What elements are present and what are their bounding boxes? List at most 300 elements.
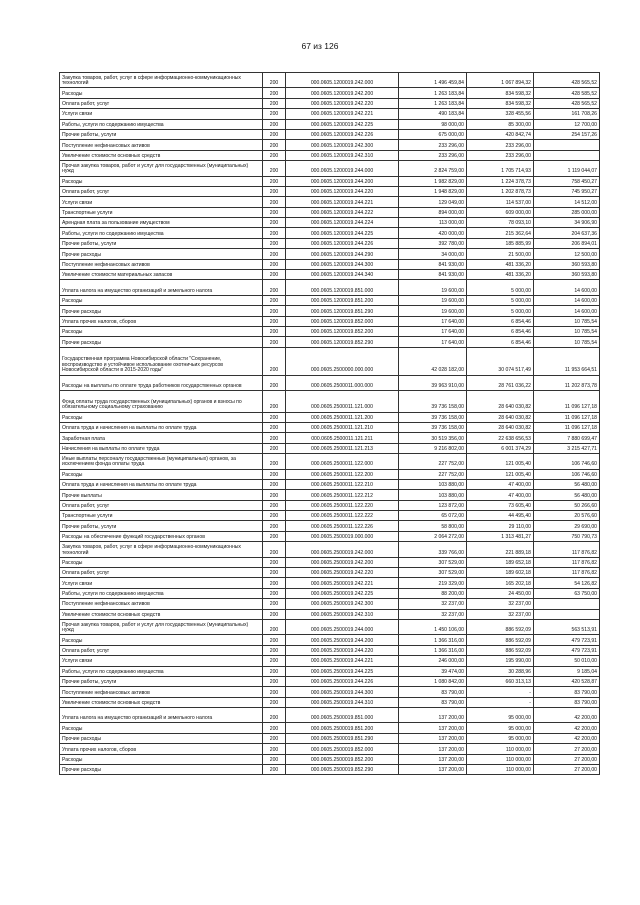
- row-exec-cell: -: [467, 687, 534, 697]
- row-kbk-cell: 000.0605.1200019.244.222: [286, 207, 399, 217]
- table-row: [60, 218, 600, 228]
- table-row: [60, 619, 600, 634]
- row-kbk-cell: 000.0605.2500019.242.200: [286, 557, 399, 567]
- row-plan-cell: 19 600,00: [399, 306, 467, 316]
- row-name-cell: Увеличение стоимости основных средств: [60, 697, 263, 707]
- budget-table: [59, 72, 600, 775]
- row-name-cell: Услуги связи: [60, 656, 263, 666]
- row-remainder-cell: 3 215 427,71: [534, 443, 600, 453]
- table-row: [60, 454, 600, 469]
- row-exec-cell: 233 296,00: [467, 140, 534, 150]
- row-code-cell: 200: [263, 511, 286, 521]
- row-exec-cell: 44 495,40: [467, 511, 534, 521]
- row-plan-cell: 137 200,00: [399, 744, 467, 754]
- row-code-cell: 200: [263, 150, 286, 160]
- table-row: [60, 433, 600, 443]
- row-exec-cell: 24 450,00: [467, 588, 534, 598]
- row-plan-cell: 490 183,84: [399, 109, 467, 119]
- row-code-cell: 200: [263, 754, 286, 764]
- row-name-cell: Прочие расходы: [60, 733, 263, 743]
- row-code-cell: 200: [263, 270, 286, 280]
- row-code-cell: 200: [263, 176, 286, 186]
- row-plan-cell: 34 000,00: [399, 249, 467, 259]
- row-remainder-cell: 56 480,00: [534, 479, 600, 489]
- row-remainder-cell: 745 950,27: [534, 186, 600, 196]
- row-name-cell: Прочие расходы: [60, 249, 263, 259]
- row-remainder-cell: 420 528,87: [534, 676, 600, 686]
- row-code-cell: 200: [263, 619, 286, 634]
- row-exec-cell: 47 400,00: [467, 479, 534, 489]
- row-code-cell: 200: [263, 542, 286, 557]
- row-code-cell: 200: [263, 412, 286, 422]
- row-remainder-cell: 20 576,60: [534, 511, 600, 521]
- row-remainder-cell: [534, 140, 600, 150]
- row-name-cell: Фонд оплаты труда государственных (муниципальных) органов и взносы по обязательному социальному страхованию: [60, 390, 263, 412]
- row-name-cell: Оплата работ, услуг: [60, 568, 263, 578]
- row-plan-cell: 1 496 459,84: [399, 73, 467, 88]
- row-name-cell: Работы, услуги по содержанию имущества: [60, 666, 263, 676]
- row-kbk-cell: 000.0605.1200019.244.300: [286, 259, 399, 269]
- row-plan-cell: 137 200,00: [399, 765, 467, 775]
- row-remainder-cell: 56 480,00: [534, 490, 600, 500]
- table-row: [60, 73, 600, 88]
- row-code-cell: 200: [263, 207, 286, 217]
- row-kbk-cell: 000.0605.2500011.122.200: [286, 469, 399, 479]
- row-exec-cell: 29 110,00: [467, 521, 534, 531]
- row-code-cell: 200: [263, 697, 286, 707]
- row-remainder-cell: 11 202 873,78: [534, 375, 600, 390]
- row-plan-cell: 307 529,00: [399, 568, 467, 578]
- row-kbk-cell: 000.0605.1200019.242.200: [286, 88, 399, 98]
- row-kbk-cell: 000.0605.1200019.242.220: [286, 98, 399, 108]
- table-row: [60, 98, 600, 108]
- row-kbk-cell: 000.0605.2500000.000.000: [286, 347, 399, 375]
- row-name-cell: Заработная плата: [60, 433, 263, 443]
- row-name-cell: Прочие работы, услуги: [60, 521, 263, 531]
- row-exec-cell: 1 202 878,73: [467, 186, 534, 196]
- row-plan-cell: 1 366 316,00: [399, 645, 467, 655]
- row-remainder-cell: 11 953 664,51: [534, 347, 600, 375]
- row-name-cell: Увеличение стоимости основных средств: [60, 609, 263, 619]
- row-code-cell: 200: [263, 326, 286, 336]
- row-plan-cell: 58 800,00: [399, 521, 467, 531]
- row-code-cell: 200: [263, 454, 286, 469]
- row-remainder-cell: 11 096 127,18: [534, 390, 600, 412]
- row-kbk-cell: 000.0605.1200019.244.000: [286, 161, 399, 176]
- row-kbk-cell: 000.0605.2500011.122.210: [286, 479, 399, 489]
- row-code-cell: 200: [263, 490, 286, 500]
- row-plan-cell: 83 790,00: [399, 687, 467, 697]
- row-name-cell: Прочие работы, услуги: [60, 676, 263, 686]
- row-exec-cell: 78 093,10: [467, 218, 534, 228]
- row-plan-cell: 137 200,00: [399, 754, 467, 764]
- row-name-cell: Уплата прочих налогов, сборов: [60, 744, 263, 754]
- row-plan-cell: 17 640,00: [399, 337, 467, 347]
- row-plan-cell: 98 000,00: [399, 119, 467, 129]
- row-remainder-cell: 428 565,52: [534, 73, 600, 88]
- row-plan-cell: 339 766,00: [399, 542, 467, 557]
- row-exec-cell: 189 602,18: [467, 568, 534, 578]
- table-row: [60, 609, 600, 619]
- row-remainder-cell: 106 746,60: [534, 454, 600, 469]
- row-exec-cell: 1 067 894,32: [467, 73, 534, 88]
- row-kbk-cell: 000.0605.2500019.242.220: [286, 568, 399, 578]
- row-plan-cell: 1 948 829,00: [399, 186, 467, 196]
- row-plan-cell: 39 736 158,00: [399, 390, 467, 412]
- row-code-cell: 200: [263, 129, 286, 139]
- row-code-cell: 200: [263, 500, 286, 510]
- row-kbk-cell: 000.0605.2500011.122.222: [286, 511, 399, 521]
- row-exec-cell: 95 000,00: [467, 723, 534, 733]
- row-exec-cell: 165 202,18: [467, 578, 534, 588]
- row-plan-cell: 137 200,00: [399, 733, 467, 743]
- row-kbk-cell: 000.0605.1200019.244.226: [286, 238, 399, 248]
- row-name-cell: Услуги связи: [60, 578, 263, 588]
- row-kbk-cell: 000.0605.2500011.121.213: [286, 443, 399, 453]
- row-remainder-cell: 83 790,00: [534, 687, 600, 697]
- row-code-cell: 200: [263, 656, 286, 666]
- row-plan-cell: 675 000,00: [399, 129, 467, 139]
- row-exec-cell: 328 455,56: [467, 109, 534, 119]
- row-plan-cell: 19 600,00: [399, 280, 467, 295]
- row-remainder-cell: 54 126,82: [534, 578, 600, 588]
- table-row: [60, 316, 600, 326]
- row-name-cell: Закупка товаров, работ, услуг в сфере информационно-коммуникационных технологий: [60, 73, 263, 88]
- row-exec-cell: 609 000,00: [467, 207, 534, 217]
- row-name-cell: Расходы: [60, 295, 263, 305]
- row-plan-cell: 841 930,00: [399, 259, 467, 269]
- table-row: [60, 687, 600, 697]
- row-remainder-cell: 428 565,52: [534, 98, 600, 108]
- row-exec-cell: 22 638 656,53: [467, 433, 534, 443]
- table-row: [60, 666, 600, 676]
- row-kbk-cell: 000.0605.2500019.852.000: [286, 744, 399, 754]
- row-remainder-cell: 360 593,80: [534, 270, 600, 280]
- table-row: [60, 270, 600, 280]
- row-code-cell: 200: [263, 249, 286, 259]
- row-plan-cell: 1 080 842,00: [399, 676, 467, 686]
- row-kbk-cell: 000.0605.1200019.852.200: [286, 326, 399, 336]
- table-row: [60, 129, 600, 139]
- row-name-cell: Расходы: [60, 754, 263, 764]
- table-row: [60, 469, 600, 479]
- row-plan-cell: 113 000,00: [399, 218, 467, 228]
- row-code-cell: 200: [263, 259, 286, 269]
- row-name-cell: Увеличение стоимости основных средств: [60, 150, 263, 160]
- row-exec-cell: 5 000,00: [467, 280, 534, 295]
- row-plan-cell: 841 930,00: [399, 270, 467, 280]
- row-kbk-cell: 000.0605.2500019.244.000: [286, 619, 399, 634]
- table-row: [60, 599, 600, 609]
- row-plan-cell: 42 028 182,00: [399, 347, 467, 375]
- row-code-cell: 200: [263, 228, 286, 238]
- row-remainder-cell: 50 266,60: [534, 500, 600, 510]
- row-plan-cell: 227 752,00: [399, 469, 467, 479]
- table-row: [60, 723, 600, 733]
- table-row: [60, 109, 600, 119]
- row-plan-cell: 894 000,00: [399, 207, 467, 217]
- row-name-cell: Прочая закупка товаров, работ и услуг для государственных (муниципальных) нужд: [60, 619, 263, 634]
- row-exec-cell: 110 000,00: [467, 754, 534, 764]
- row-code-cell: 200: [263, 733, 286, 743]
- table-row: [60, 186, 600, 196]
- row-plan-cell: 32 237,00: [399, 609, 467, 619]
- row-exec-cell: 28 640 030,82: [467, 390, 534, 412]
- row-plan-cell: 39 736 158,00: [399, 422, 467, 432]
- row-code-cell: 200: [263, 521, 286, 531]
- row-name-cell: Прочие работы, услуги: [60, 238, 263, 248]
- row-exec-cell: 110 000,00: [467, 765, 534, 775]
- row-code-cell: 200: [263, 609, 286, 619]
- row-name-cell: Услуги связи: [60, 109, 263, 119]
- row-code-cell: 200: [263, 337, 286, 347]
- row-remainder-cell: 50 010,00: [534, 656, 600, 666]
- row-kbk-cell: 000.0605.2500019.242.000: [286, 542, 399, 557]
- row-exec-cell: 21 500,00: [467, 249, 534, 259]
- row-plan-cell: 219 329,00: [399, 578, 467, 588]
- row-remainder-cell: 10 785,54: [534, 316, 600, 326]
- row-name-cell: Уплата прочих налогов, сборов: [60, 316, 263, 326]
- row-plan-cell: 307 529,00: [399, 557, 467, 567]
- row-remainder-cell: 27 200,00: [534, 754, 600, 764]
- row-remainder-cell: 360 593,80: [534, 259, 600, 269]
- row-kbk-cell: 000.0605.2500019.244.225: [286, 666, 399, 676]
- table-row: [60, 568, 600, 578]
- table-row: [60, 295, 600, 305]
- row-exec-cell: 32 237,00: [467, 609, 534, 619]
- row-name-cell: Прочая закупка товаров, работ и услуг для государственных (муниципальных) нужд: [60, 161, 263, 176]
- table-row: [60, 676, 600, 686]
- row-exec-cell: 834 598,32: [467, 98, 534, 108]
- row-remainder-cell: 12 500,00: [534, 249, 600, 259]
- row-name-cell: Поступление нефинансовых активов: [60, 140, 263, 150]
- row-remainder-cell: 63 750,00: [534, 588, 600, 598]
- row-kbk-cell: 000.0605.2500011.122.220: [286, 500, 399, 510]
- table-row: [60, 511, 600, 521]
- row-kbk-cell: 000.0605.2500019.852.290: [286, 765, 399, 775]
- row-remainder-cell: 27 200,00: [534, 765, 600, 775]
- row-code-cell: 200: [263, 479, 286, 489]
- row-exec-cell: 28 761 036,22: [467, 375, 534, 390]
- row-exec-cell: 114 537,00: [467, 197, 534, 207]
- row-kbk-cell: 000.0605.2500011.122.000: [286, 454, 399, 469]
- table-row: [60, 249, 600, 259]
- row-exec-cell: 1 313 481,27: [467, 531, 534, 541]
- row-exec-cell: 189 652,18: [467, 557, 534, 567]
- row-code-cell: 200: [263, 280, 286, 295]
- table-row: [60, 656, 600, 666]
- row-name-cell: Уплата налога на имущество организаций и земельного налога: [60, 708, 263, 723]
- row-plan-cell: 39 736 158,00: [399, 412, 467, 422]
- row-plan-cell: 1 366 316,00: [399, 635, 467, 645]
- row-exec-cell: 95 000,00: [467, 733, 534, 743]
- row-exec-cell: 420 842,74: [467, 129, 534, 139]
- table-row: [60, 521, 600, 531]
- row-exec-cell: 660 313,13: [467, 676, 534, 686]
- row-remainder-cell: 42 200,00: [534, 723, 600, 733]
- row-code-cell: 200: [263, 140, 286, 150]
- table-row: [60, 422, 600, 432]
- row-remainder-cell: 479 723,91: [534, 645, 600, 655]
- page-number: 67 из 126: [301, 41, 339, 51]
- row-kbk-cell: 000.0605.2500011.122.212: [286, 490, 399, 500]
- row-name-cell: Уплата налога на имущество организаций и земельного налога: [60, 280, 263, 295]
- row-code-cell: 200: [263, 347, 286, 375]
- row-name-cell: Расходы: [60, 326, 263, 336]
- row-kbk-cell: 000.0605.2500019.244.220: [286, 645, 399, 655]
- row-remainder-cell: 285 000,00: [534, 207, 600, 217]
- table-row: [60, 306, 600, 316]
- row-name-cell: Оплата труда и начисления на выплаты по оплате труда: [60, 422, 263, 432]
- row-code-cell: 200: [263, 186, 286, 196]
- row-remainder-cell: [534, 599, 600, 609]
- row-remainder-cell: 117 876,82: [534, 557, 600, 567]
- row-kbk-cell: 000.0605.1200019.242.300: [286, 140, 399, 150]
- row-name-cell: Расходы: [60, 176, 263, 186]
- row-plan-cell: 1 263 183,84: [399, 88, 467, 98]
- row-exec-cell: 6 001 374,29: [467, 443, 534, 453]
- row-exec-cell: 95 000,00: [467, 708, 534, 723]
- row-exec-cell: 110 000,00: [467, 744, 534, 754]
- row-exec-cell: 185 885,99: [467, 238, 534, 248]
- row-remainder-cell: 11 096 127,18: [534, 422, 600, 432]
- row-kbk-cell: 000.0605.1200019.851.290: [286, 306, 399, 316]
- row-kbk-cell: 000.0605.2500019.851.000: [286, 708, 399, 723]
- row-kbk-cell: 000.0605.2500019.851.290: [286, 733, 399, 743]
- table-row: [60, 390, 600, 412]
- row-kbk-cell: 000.0605.1200019.244.225: [286, 228, 399, 238]
- row-name-cell: Работы, услуги по содержанию имущества: [60, 588, 263, 598]
- table-row: [60, 150, 600, 160]
- row-plan-cell: 137 200,00: [399, 708, 467, 723]
- row-exec-cell: 47 400,00: [467, 490, 534, 500]
- row-plan-cell: 129 049,00: [399, 197, 467, 207]
- row-plan-cell: 2 824 759,00: [399, 161, 467, 176]
- table-row: [60, 557, 600, 567]
- table-row: [60, 697, 600, 707]
- row-kbk-cell: 000.0605.2500011.121.211: [286, 433, 399, 443]
- row-name-cell: Расходы: [60, 412, 263, 422]
- row-name-cell: Прочие расходы: [60, 306, 263, 316]
- row-exec-cell: 886 592,09: [467, 635, 534, 645]
- row-exec-cell: 32 237,00: [467, 599, 534, 609]
- row-name-cell: Расходы: [60, 469, 263, 479]
- row-kbk-cell: 000.0605.2500019.852.200: [286, 754, 399, 764]
- row-name-cell: Расходы: [60, 88, 263, 98]
- row-kbk-cell: 000.0605.1200019.244.200: [286, 176, 399, 186]
- row-exec-cell: 481 336,20: [467, 270, 534, 280]
- row-plan-cell: 233 296,00: [399, 140, 467, 150]
- row-name-cell: Оплата работ, услуг: [60, 500, 263, 510]
- row-kbk-cell: 000.0605.1200019.244.290: [286, 249, 399, 259]
- row-name-cell: Расходы на обеспечение функций государственных органов: [60, 531, 263, 541]
- row-name-cell: Оплата работ, услуг: [60, 98, 263, 108]
- row-name-cell: Оплата труда и начисления на выплаты по оплате труда: [60, 479, 263, 489]
- row-exec-cell: 221 889,18: [467, 542, 534, 557]
- row-name-cell: Расходы: [60, 557, 263, 567]
- table-row: [60, 578, 600, 588]
- row-remainder-cell: 10 785,54: [534, 326, 600, 336]
- row-remainder-cell: 12 700,00: [534, 119, 600, 129]
- row-name-cell: Поступление нефинансовых активов: [60, 259, 263, 269]
- row-remainder-cell: 750 790,73: [534, 531, 600, 541]
- row-code-cell: 200: [263, 557, 286, 567]
- row-code-cell: 200: [263, 161, 286, 176]
- row-kbk-cell: 000.0605.2500019.244.310: [286, 697, 399, 707]
- row-remainder-cell: 14 600,00: [534, 280, 600, 295]
- row-remainder-cell: 29 690,00: [534, 521, 600, 531]
- row-kbk-cell: 000.0605.1200019.244.221: [286, 197, 399, 207]
- row-plan-cell: 137 200,00: [399, 723, 467, 733]
- row-exec-cell: 6 854,46: [467, 326, 534, 336]
- row-kbk-cell: 000.0605.1200019.852.000: [286, 316, 399, 326]
- table-row: [60, 443, 600, 453]
- table-row: [60, 542, 600, 557]
- row-code-cell: 200: [263, 645, 286, 655]
- row-remainder-cell: 10 785,54: [534, 337, 600, 347]
- row-plan-cell: 88 200,00: [399, 588, 467, 598]
- row-kbk-cell: 000.0605.1200019.851.200: [286, 295, 399, 305]
- row-name-cell: Расходы: [60, 635, 263, 645]
- row-kbk-cell: 000.0605.1200019.244.340: [286, 270, 399, 280]
- row-code-cell: 200: [263, 687, 286, 697]
- row-remainder-cell: [534, 609, 600, 619]
- row-code-cell: 200: [263, 635, 286, 645]
- row-exec-cell: 886 592,09: [467, 645, 534, 655]
- row-code-cell: 200: [263, 119, 286, 129]
- row-kbk-cell: 000.0605.2500019.242.221: [286, 578, 399, 588]
- row-exec-cell: 5 000,00: [467, 306, 534, 316]
- row-plan-cell: 2 064 272,00: [399, 531, 467, 541]
- row-plan-cell: 1 982 829,00: [399, 176, 467, 186]
- table-row: [60, 176, 600, 186]
- row-remainder-cell: 758 450,27: [534, 176, 600, 186]
- row-remainder-cell: 161 708,26: [534, 109, 600, 119]
- row-kbk-cell: 000.0605.1200019.242.221: [286, 109, 399, 119]
- row-code-cell: 200: [263, 708, 286, 723]
- row-name-cell: Увеличение стоимости материальных запасов: [60, 270, 263, 280]
- row-remainder-cell: 117 876,82: [534, 542, 600, 557]
- row-plan-cell: 233 296,00: [399, 150, 467, 160]
- row-exec-cell: 834 598,32: [467, 88, 534, 98]
- row-exec-cell: 121 005,40: [467, 454, 534, 469]
- table-row: [60, 412, 600, 422]
- row-code-cell: 200: [263, 666, 286, 676]
- table-row: [60, 347, 600, 375]
- row-plan-cell: 392 780,00: [399, 238, 467, 248]
- row-name-cell: Прочие работы, услуги: [60, 129, 263, 139]
- row-name-cell: Транспортные услуги: [60, 511, 263, 521]
- table-row: [60, 259, 600, 269]
- row-code-cell: 200: [263, 306, 286, 316]
- row-kbk-cell: 000.0605.2500011.122.226: [286, 521, 399, 531]
- row-code-cell: 200: [263, 88, 286, 98]
- row-name-cell: Работы, услуги по содержанию имущества: [60, 228, 263, 238]
- row-exec-cell: 195 990,00: [467, 656, 534, 666]
- row-plan-cell: 83 790,00: [399, 697, 467, 707]
- table-row: [60, 708, 600, 723]
- row-kbk-cell: 000.0605.1200019.851.000: [286, 280, 399, 295]
- row-remainder-cell: 14 600,00: [534, 306, 600, 316]
- row-code-cell: 200: [263, 433, 286, 443]
- row-kbk-cell: 000.0605.2500011.121.200: [286, 412, 399, 422]
- row-kbk-cell: 000.0605.2500019.242.310: [286, 609, 399, 619]
- row-plan-cell: 17 640,00: [399, 316, 467, 326]
- row-kbk-cell: 000.0605.1200019.244.220: [286, 186, 399, 196]
- row-code-cell: 200: [263, 295, 286, 305]
- row-name-cell: Услуги связи: [60, 197, 263, 207]
- row-plan-cell: 420 000,00: [399, 228, 467, 238]
